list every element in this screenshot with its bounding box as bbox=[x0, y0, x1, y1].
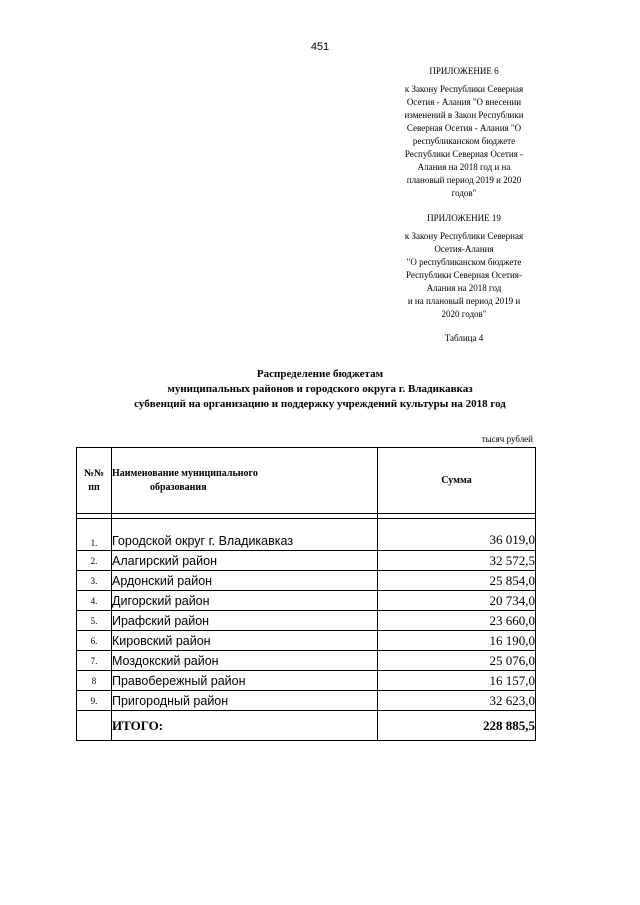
row-number: 3. bbox=[77, 571, 112, 591]
table-row bbox=[77, 631, 536, 651]
row-name: Пригородный район bbox=[112, 691, 378, 711]
distribution-table bbox=[76, 447, 536, 741]
row-name: Дигорский район bbox=[112, 591, 378, 611]
appendix-19-block bbox=[380, 212, 548, 321]
appendix-6-line: к Закону Республики Северная bbox=[404, 84, 524, 94]
table-row bbox=[77, 519, 536, 551]
appendix-19-line: Алания на 2018 год bbox=[426, 283, 502, 293]
title-line: субвенций на организацию и поддержку учреждений культуры на 2018 год bbox=[134, 398, 506, 410]
row-name: Моздокский район bbox=[112, 651, 378, 671]
row-sum: 36 019,0 bbox=[378, 519, 536, 551]
header-name bbox=[112, 448, 378, 514]
appendix-19-line: к Закону Республики Северная bbox=[404, 231, 524, 241]
header-number-line: №№ bbox=[83, 467, 105, 479]
units-label: тысяч рублей bbox=[481, 434, 533, 444]
row-name: Ирафский район bbox=[112, 611, 378, 631]
appendix-6-line: плановый период 2019 и 2020 bbox=[406, 175, 522, 185]
row-number: 1. bbox=[77, 519, 112, 551]
header-number-line: пп bbox=[88, 481, 100, 493]
appendix-6-line: годов" bbox=[451, 188, 477, 198]
header-name-line: Наименование муниципального bbox=[112, 467, 258, 479]
row-sum: 16 190,0 bbox=[378, 631, 536, 651]
header-number bbox=[77, 448, 112, 514]
appendix-6-line: Северная Осетия - Алания "О bbox=[406, 123, 522, 133]
appendix-6-line: Алания на 2018 год и на bbox=[417, 162, 511, 172]
row-name: Городской округ г. Владикавказ bbox=[112, 519, 378, 551]
row-name: Алагирский район bbox=[112, 551, 378, 571]
row-number: 8 bbox=[77, 671, 112, 691]
row-number: 9. bbox=[77, 691, 112, 711]
row-sum: 32 623,0 bbox=[378, 691, 536, 711]
title-line: муниципальных районов и городского округа г. Владикавказ bbox=[167, 383, 473, 395]
row-sum: 25 854,0 bbox=[378, 571, 536, 591]
appendix-6-heading: ПРИЛОЖЕНИЕ 6 bbox=[429, 66, 499, 76]
row-name: Кировский район bbox=[112, 631, 378, 651]
row-number: 5. bbox=[77, 611, 112, 631]
appendix-6-line: республиканском бюджете bbox=[412, 136, 516, 146]
document-title bbox=[0, 367, 640, 412]
appendix-6-line: Республики Северная Осетия - bbox=[404, 149, 524, 159]
total-row bbox=[77, 711, 536, 741]
table-row bbox=[77, 651, 536, 671]
page-number: 451 bbox=[310, 41, 330, 53]
appendix-19-line: Осетия-Алания bbox=[434, 244, 494, 254]
appendix-19-line: "О республиканском бюджете bbox=[406, 257, 522, 267]
row-sum: 16 157,0 bbox=[378, 671, 536, 691]
appendix-19-line: Республики Северная Осетия- bbox=[406, 270, 522, 280]
total-label: ИТОГО: bbox=[112, 711, 378, 741]
appendix-19-line: 2020 годов" bbox=[441, 309, 487, 319]
row-sum: 25 076,0 bbox=[378, 651, 536, 671]
total-sum: 228 885,5 bbox=[378, 711, 536, 741]
table-row bbox=[77, 691, 536, 711]
table-label: Таблица 4 bbox=[444, 333, 484, 343]
appendix-6-block bbox=[380, 65, 548, 200]
row-number: 6. bbox=[77, 631, 112, 651]
row-number: 7. bbox=[77, 651, 112, 671]
appendix-6-line: изменений в Закон Республики bbox=[404, 110, 524, 120]
table-row bbox=[77, 571, 536, 591]
appendix-6-line: Осетия - Алания "О внесении bbox=[406, 97, 522, 107]
appendix-19-line: и на плановый период 2019 и bbox=[407, 296, 521, 306]
table-row bbox=[77, 591, 536, 611]
header-sum: Сумма bbox=[378, 448, 536, 514]
table-row bbox=[77, 671, 536, 691]
row-number: 4. bbox=[77, 591, 112, 611]
header-name-line: образования bbox=[150, 481, 207, 493]
row-sum: 20 734,0 bbox=[378, 591, 536, 611]
row-name: Правобережный район bbox=[112, 671, 378, 691]
table-header-row bbox=[77, 448, 536, 514]
title-line: Распределение бюджетам bbox=[256, 368, 384, 380]
table-row bbox=[77, 551, 536, 571]
table-row bbox=[77, 611, 536, 631]
appendix-19-heading: ПРИЛОЖЕНИЕ 19 bbox=[427, 213, 501, 223]
row-name: Ардонский район bbox=[112, 571, 378, 591]
row-sum: 32 572,5 bbox=[378, 551, 536, 571]
total-number bbox=[77, 711, 112, 741]
row-number: 2. bbox=[77, 551, 112, 571]
row-sum: 23 660,0 bbox=[378, 611, 536, 631]
